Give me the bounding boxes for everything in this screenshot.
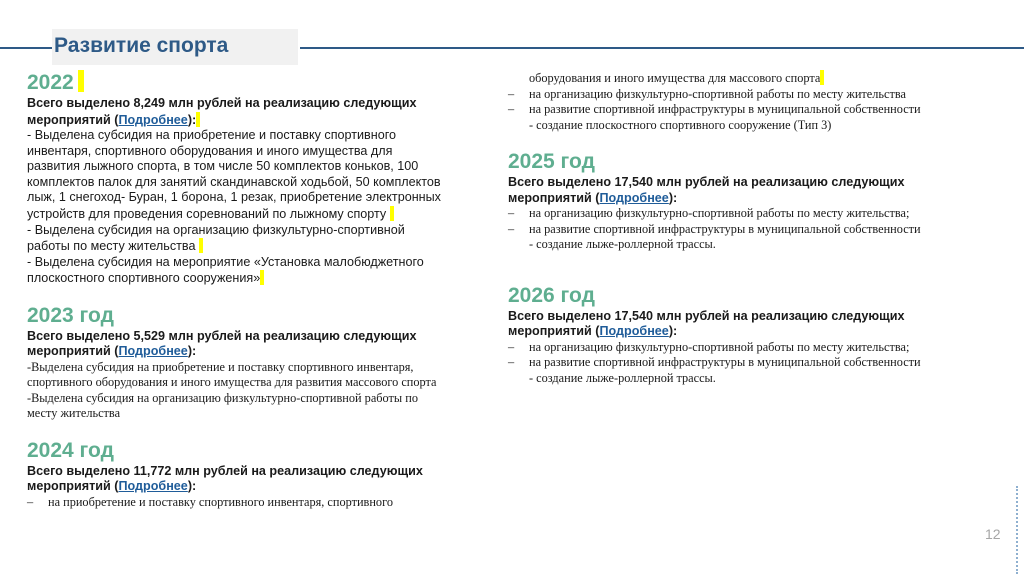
total-line: Всего выделено 17,540 млн рублей на реализацию следующих <box>508 308 905 323</box>
total-suffix: ): <box>668 190 678 205</box>
sub-item: - создание лыже-роллерной трассы. <box>529 370 716 385</box>
list-item <box>508 222 1008 238</box>
left-column <box>27 70 502 510</box>
section-2026 <box>508 283 1008 387</box>
more-link[interactable]: Подробнее <box>599 324 669 338</box>
year-heading: 2026 год <box>508 283 595 307</box>
more-link[interactable]: Подробнее <box>599 190 669 205</box>
body-line: спортивного оборудования и иного имущества для развития массового спорта <box>27 375 437 390</box>
list-item-text: на организацию физкультурно-спортивной работы по месту жительства; <box>529 339 910 354</box>
total-suffix: ): <box>187 112 197 127</box>
total-line: Всего выделено 5,529 млн рублей на реализацию следующих <box>27 328 417 343</box>
continuation-line <box>508 70 1008 87</box>
highlight-mark <box>196 112 200 127</box>
list-item-text: на развитие спортивной инфраструктуры в муниципальной собственности <box>529 355 921 369</box>
highlight-mark <box>78 70 84 92</box>
list-item-text: на организацию физкультурно-спортивной работы по месту жительства <box>529 86 906 101</box>
total-line-2-text: мероприятий ( <box>27 344 119 359</box>
section-2025 <box>508 149 1008 253</box>
total-line-2-text: мероприятий ( <box>508 324 600 338</box>
year-heading: 2025 год <box>508 150 595 173</box>
total-line-2-text: мероприятий ( <box>508 190 600 205</box>
list-item <box>27 495 502 511</box>
dash-marker: – <box>508 339 515 354</box>
title-rule-right <box>300 47 1024 49</box>
total-line: Всего выделено 8,249 млн рублей на реализацию следующих <box>27 96 417 110</box>
body-line-hl <box>27 206 502 223</box>
more-link[interactable]: Подробнее <box>118 344 188 359</box>
list-item-text: на развитие спортивной инфраструктуры в муниципальной собственности <box>529 221 921 236</box>
total-line-2-text: мероприятий ( <box>27 112 119 127</box>
total-line-2 <box>27 479 502 495</box>
section-2024 <box>27 438 502 511</box>
page-number: 12 <box>985 526 1001 542</box>
highlight-mark <box>390 206 394 221</box>
body-line: инвентаря, спортивного оборудования и иного имущества для <box>27 143 393 158</box>
body-line-hl <box>27 270 502 287</box>
list-item <box>508 87 1008 103</box>
list-item-text: на развитие спортивной инфраструктуры в муниципальной собственности <box>529 102 921 116</box>
sub-item: - создание лыже-роллерной трассы. <box>529 237 716 251</box>
section-2023 <box>27 303 502 422</box>
highlight-mark <box>199 238 203 253</box>
total-line: Всего выделено 11,772 млн рублей на реализацию следующих <box>27 463 423 478</box>
body-line-text: устройств для проведения соревнований по лыжному спорту <box>27 206 387 221</box>
total-suffix: ): <box>187 344 197 359</box>
list-item <box>508 355 1008 371</box>
continuation-text: оборудования и иного имущества для массового спорта <box>529 71 821 85</box>
body-line-text: работы по месту жительства <box>27 239 196 254</box>
year-heading: 2024 год <box>27 438 114 462</box>
dash-marker: – <box>27 494 34 509</box>
body-line: -Выделена субсидия на организацию физкультурно-спортивной работы по <box>27 390 418 405</box>
total-line-2 <box>27 344 502 360</box>
list-item <box>508 340 1008 356</box>
dash-marker: – <box>508 86 515 101</box>
body-line: -Выделена субсидия на приобретение и поставку спортивного инвентаря, <box>27 359 414 374</box>
body-line: - Выделена субсидия на приобретение и поставку спортивного <box>27 128 397 142</box>
total-suffix: ): <box>187 479 197 494</box>
body-line: - Выделена субсидия на организацию физкультурно-спортивной <box>27 222 405 237</box>
year-heading <box>27 70 502 96</box>
total-line-2 <box>508 191 1008 207</box>
total-line-2 <box>27 112 502 129</box>
highlight-mark <box>820 70 824 85</box>
dash-marker: – <box>508 355 515 369</box>
body-line: лыж, 1 снегоход- Буран, 1 борона, 1 резак, приобретение электронных <box>27 190 441 205</box>
body-line: комплектов палок для занятий скандинавской ходьбой, 50 комплектов <box>27 174 441 189</box>
total-suffix: ): <box>668 324 678 338</box>
total-line-2 <box>508 324 1008 340</box>
list-item <box>508 206 1008 222</box>
body-line: развития лыжного спорта, в том числе 50 комплектов коньков, 100 <box>27 159 419 174</box>
dash-marker: – <box>508 221 515 236</box>
total-line: Всего выделено 17,540 млн рублей на реализацию следующих <box>508 175 905 189</box>
dash-marker: – <box>508 206 515 220</box>
right-column <box>508 70 1008 386</box>
more-link[interactable]: Подробнее <box>118 112 188 127</box>
section-2022 <box>27 70 502 287</box>
highlight-mark <box>260 270 264 285</box>
title-rule-left <box>0 47 58 49</box>
total-line-2-text: мероприятий ( <box>27 479 119 494</box>
body-line-hl <box>27 238 502 255</box>
sub-item: - создание плоскостного спортивного сооружение (Тип 3) <box>529 117 832 132</box>
body-line: - Выделена субсидия на мероприятие «Установка малобюджетного <box>27 254 424 269</box>
decorative-dots <box>1016 486 1020 574</box>
list-item-text: на организацию физкультурно-спортивной работы по месту жительства; <box>529 206 910 220</box>
body-line: месту жительства <box>27 406 121 421</box>
page-title: Развитие спорта <box>54 34 229 57</box>
body-line-text: плоскостного спортивного сооружения» <box>27 271 261 286</box>
list-item-text: на приобретение и поставку спортивного инвентаря, спортивного <box>48 494 393 509</box>
year-label: 2022 <box>27 71 74 94</box>
list-item <box>508 102 1008 118</box>
dash-marker: – <box>508 102 515 116</box>
year-heading: 2023 год <box>27 303 114 327</box>
more-link[interactable]: Подробнее <box>118 479 188 494</box>
